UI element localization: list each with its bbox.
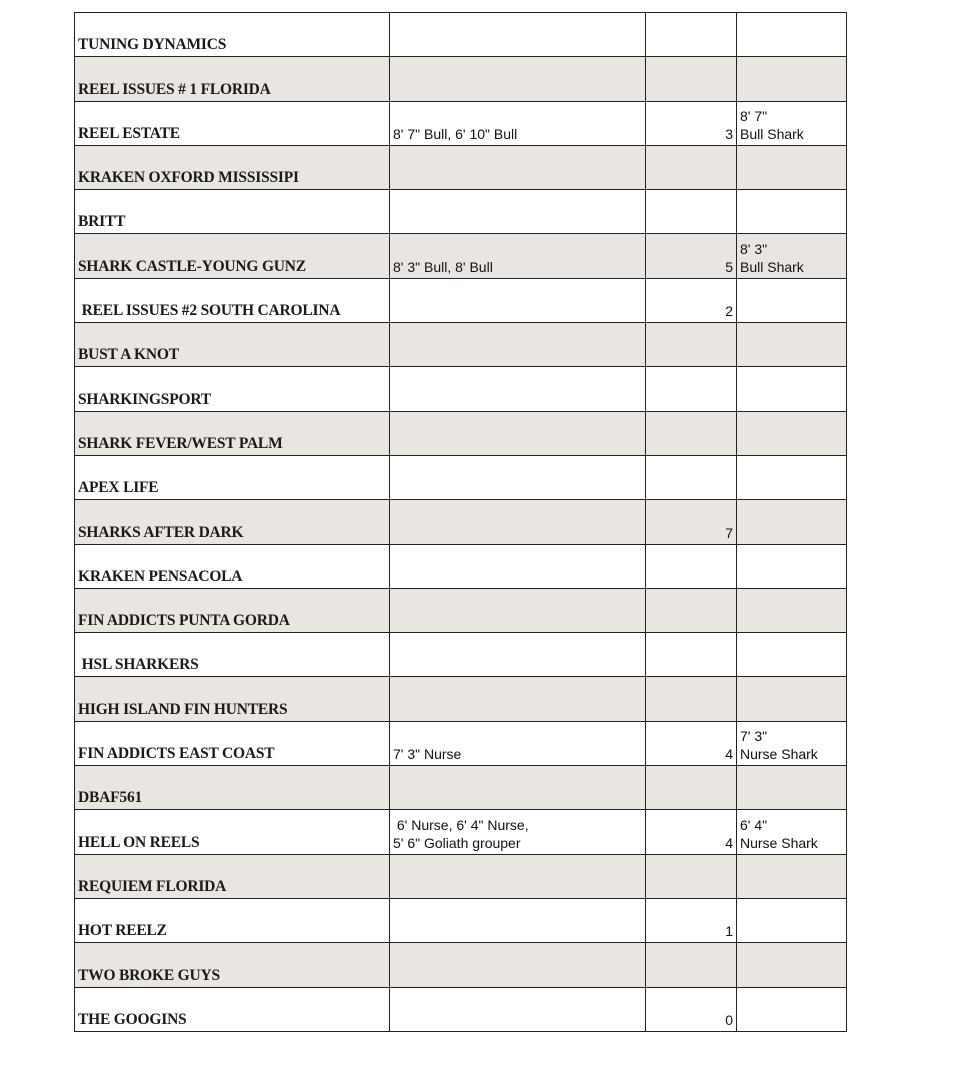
team-name-cell: HOT REELZ (75, 898, 390, 942)
catch-cell (390, 455, 646, 499)
largest-fish-cell (737, 987, 847, 1031)
largest-fish-cell (737, 943, 847, 987)
catch-cell (390, 987, 646, 1031)
largest-fish-line: Bull Shark (740, 258, 804, 275)
table-row (75, 278, 847, 322)
count-cell (646, 13, 737, 57)
largest-fish-cell (737, 588, 847, 632)
largest-fish-line: 6' 4" (740, 816, 768, 833)
largest-fish-cell (737, 278, 847, 322)
largest-fish-line: Nurse Shark (740, 834, 818, 851)
catch-cell (390, 721, 646, 765)
largest-fish-line: 7' 3" (740, 728, 768, 745)
table-row (75, 544, 847, 588)
count-cell: 1 (646, 898, 737, 942)
largest-fish-cell (737, 810, 847, 854)
largest-fish-line: Bull Shark (740, 125, 804, 142)
team-name-cell: REQUIEM FLORIDA (75, 854, 390, 898)
count-cell: 2 (646, 278, 737, 322)
table-row (75, 411, 847, 455)
table-row (75, 13, 847, 57)
catch-cell (390, 190, 646, 234)
team-name-cell: HELL ON REELS (75, 810, 390, 854)
catch-cell (390, 854, 646, 898)
largest-fish-cell (737, 633, 847, 677)
count-cell (646, 145, 737, 189)
table-row (75, 633, 847, 677)
team-name-cell: REEL ESTATE (75, 101, 390, 145)
catch-cell (390, 323, 646, 367)
count-cell: 3 (646, 101, 737, 145)
table-row (75, 145, 847, 189)
count-cell: 5 (646, 234, 737, 278)
table-row (75, 898, 847, 942)
table-row (75, 500, 847, 544)
team-name-cell: BRITT (75, 190, 390, 234)
count-cell: 4 (646, 721, 737, 765)
team-name-cell: TWO BROKE GUYS (75, 943, 390, 987)
team-name-cell: SHARK FEVER/WEST PALM (75, 411, 390, 455)
table-row (75, 455, 847, 499)
table-row (75, 101, 847, 145)
table-row (75, 854, 847, 898)
largest-fish-cell (737, 677, 847, 721)
count-cell (646, 766, 737, 810)
tournament-results-table (74, 12, 847, 1032)
largest-fish-cell (737, 145, 847, 189)
count-cell (646, 588, 737, 632)
largest-fish-cell (737, 57, 847, 101)
team-name-cell: SHARKINGSPORT (75, 367, 390, 411)
catch-cell (390, 234, 646, 278)
largest-fish-cell (737, 455, 847, 499)
team-name-cell: KRAKEN PENSACOLA (75, 544, 390, 588)
catch-cell (390, 367, 646, 411)
team-name-cell: APEX LIFE (75, 455, 390, 499)
count-cell (646, 323, 737, 367)
table-row (75, 987, 847, 1031)
table-row (75, 57, 847, 101)
largest-fish-cell (737, 13, 847, 57)
largest-fish-cell (737, 367, 847, 411)
catch-cell (390, 810, 646, 854)
catch-cell (390, 13, 646, 57)
catch-cell (390, 544, 646, 588)
count-cell (646, 190, 737, 234)
table-row (75, 323, 847, 367)
largest-fish-cell (737, 854, 847, 898)
largest-fish-line: 8' 3" (740, 240, 768, 257)
largest-fish-cell (737, 500, 847, 544)
count-cell: 0 (646, 987, 737, 1031)
count-cell (646, 455, 737, 499)
team-name-cell: THE GOOGINS (75, 987, 390, 1031)
largest-fish-cell (737, 411, 847, 455)
count-cell (646, 411, 737, 455)
team-name-cell: TUNING DYNAMICS (75, 13, 390, 57)
table-row (75, 367, 847, 411)
catch-cell (390, 57, 646, 101)
table-row (75, 721, 847, 765)
largest-fish-line: 8' 7" (740, 107, 768, 124)
team-name-cell: BUST A KNOT (75, 323, 390, 367)
table-row (75, 810, 847, 854)
largest-fish-cell (737, 898, 847, 942)
count-cell (646, 854, 737, 898)
team-name-cell: HSL SHARKERS (75, 633, 390, 677)
largest-fish-line: Nurse Shark (740, 746, 818, 763)
team-name-cell: FIN ADDICTS PUNTA GORDA (75, 588, 390, 632)
largest-fish-cell (737, 544, 847, 588)
count-cell (646, 57, 737, 101)
catch-cell (390, 943, 646, 987)
count-cell (646, 943, 737, 987)
catch-cell (390, 411, 646, 455)
catch-cell (390, 101, 646, 145)
table-row (75, 234, 847, 278)
table-row (75, 190, 847, 234)
table-row (75, 943, 847, 987)
count-cell (646, 544, 737, 588)
catch-cell (390, 588, 646, 632)
catch-line: 8' 3" Bull, 8' Bull (393, 258, 493, 275)
catch-cell (390, 278, 646, 322)
catch-cell (390, 500, 646, 544)
count-cell: 7 (646, 500, 737, 544)
team-name-cell: SHARKS AFTER DARK (75, 500, 390, 544)
table-row (75, 677, 847, 721)
count-cell (646, 633, 737, 677)
catch-cell (390, 633, 646, 677)
largest-fish-cell (737, 721, 847, 765)
largest-fish-cell (737, 101, 847, 145)
largest-fish-cell (737, 190, 847, 234)
team-name-cell: DBAF561 (75, 766, 390, 810)
catch-cell (390, 766, 646, 810)
catch-cell (390, 898, 646, 942)
catch-line: 5' 6" Goliath grouper (393, 834, 521, 851)
catch-cell (390, 145, 646, 189)
largest-fish-cell (737, 234, 847, 278)
largest-fish-cell (737, 766, 847, 810)
catch-cell (390, 677, 646, 721)
team-name-cell: REEL ISSUES # 1 FLORIDA (75, 57, 390, 101)
largest-fish-cell (737, 323, 847, 367)
table-row (75, 766, 847, 810)
count-cell (646, 367, 737, 411)
catch-line: 6' Nurse, 6' 4" Nurse, (393, 816, 529, 833)
team-name-cell: KRAKEN OXFORD MISSISSIPI (75, 145, 390, 189)
team-name-cell: SHARK CASTLE-YOUNG GUNZ (75, 234, 390, 278)
team-name-cell: FIN ADDICTS EAST COAST (75, 721, 390, 765)
table-row (75, 588, 847, 632)
count-cell: 4 (646, 810, 737, 854)
team-name-cell: REEL ISSUES #2 SOUTH CAROLINA (75, 278, 390, 322)
catch-line: 7' 3" Nurse (393, 746, 462, 763)
count-cell (646, 677, 737, 721)
team-name-cell: HIGH ISLAND FIN HUNTERS (75, 677, 390, 721)
catch-line: 8' 7" Bull, 6' 10" Bull (393, 125, 518, 142)
